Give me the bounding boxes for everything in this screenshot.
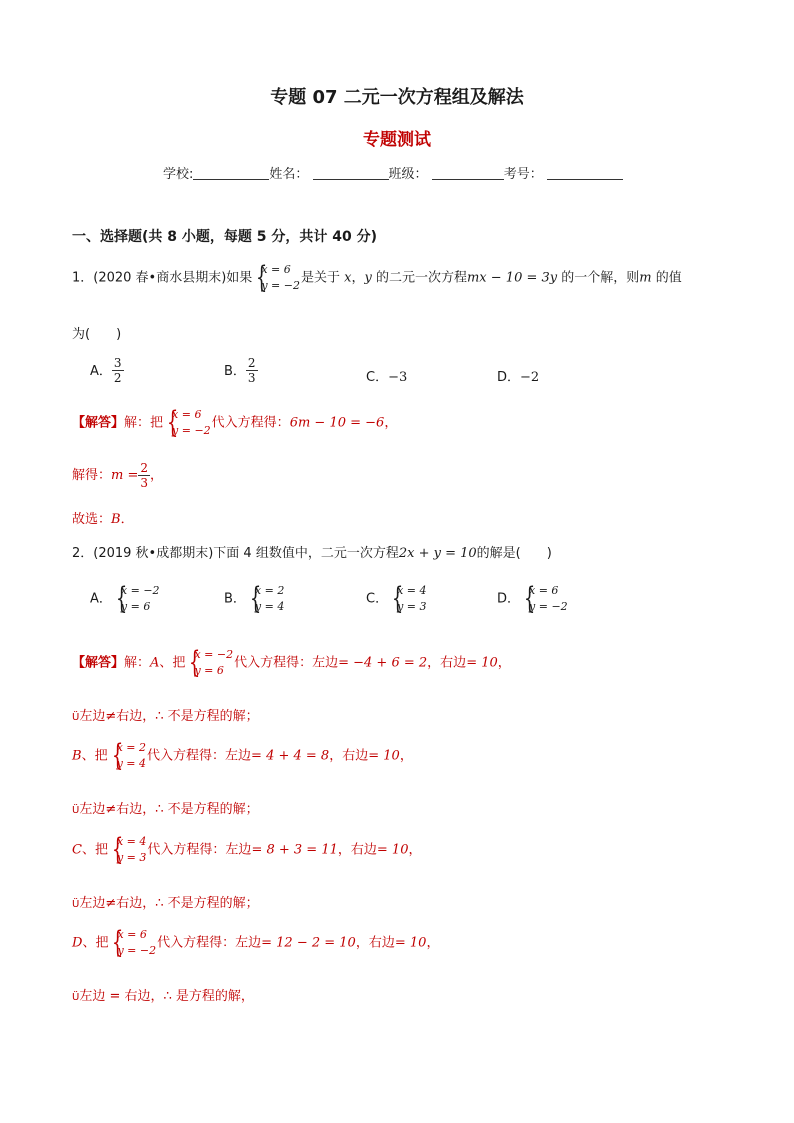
q2-answer-d	[72, 927, 439, 959]
q1-answer-sys-y: y = −2	[172, 424, 211, 437]
q1-stem	[72, 262, 682, 294]
q1-answer-tag: 【解答】	[72, 415, 125, 431]
q2-answer-b-sub: 代入方程得：	[147, 748, 226, 764]
q1-stem-prefix: 1．(2020 春•商水县期末)如果	[72, 270, 253, 286]
q2-answer-b-conclusion-text: 左边≠右边，∴ 不是方程的解；	[79, 802, 259, 817]
q2-answer-c-right: = 10	[376, 842, 409, 858]
q2-answer-c-letter: C	[72, 842, 82, 858]
q1-option-c-value: −3	[388, 370, 408, 385]
q2-answer-b-sep: ，	[329, 748, 343, 764]
q2-option-a-x: { x = −2	[120, 584, 160, 597]
q2-answer-d-system	[109, 927, 156, 959]
q2-equation: 2x + y = 10	[398, 546, 477, 561]
q2-option-d-x: { x = 6	[529, 584, 559, 597]
q1-stem-end: 的值	[655, 270, 682, 286]
q2-answer-a-left: = −4 + 6 = 2	[338, 655, 428, 671]
q2-option-d-system	[521, 583, 568, 615]
q2-option-a-system	[113, 583, 160, 615]
q1-answer-line3-tail: ．	[120, 512, 134, 527]
q2-answer-b-end: ，	[399, 748, 413, 764]
q1-answer-sys-x: { x = 6	[172, 408, 202, 421]
q2-answer-a-letter: A	[150, 655, 160, 671]
q1-option-a-label: A．	[90, 364, 112, 379]
q1-answer-m-equals: m =	[111, 468, 139, 483]
q2-answer-b-letter: B	[72, 748, 82, 764]
q1-answer-line2	[72, 461, 163, 490]
q1-stem-mid: 是关于	[300, 270, 340, 286]
q2-answer-d-right-label: 右边	[368, 935, 395, 951]
name-label: 姓名：	[269, 167, 309, 182]
q2-answer-c-system	[109, 834, 146, 866]
q2-option-a-label: A．	[90, 591, 112, 607]
q1-option-c-label: C．	[366, 370, 389, 385]
q1-answer-solve-label: 解得：	[72, 468, 112, 483]
q2-answer-d-conclusion	[72, 985, 254, 1004]
q1-option-a-den: 2	[113, 371, 122, 385]
q2-answer-lead: 解：	[124, 655, 151, 671]
q1-answer-choice: B	[111, 512, 121, 527]
q2-option-d[interactable]	[497, 583, 569, 615]
q2-answer-b-right-label: 右边	[342, 748, 369, 764]
q1-option-a[interactable]	[90, 356, 124, 385]
q1-equation: mx − 10 = 3y	[466, 270, 558, 286]
q2-answer-tag: 【解答】	[72, 655, 125, 671]
page-subtitle: 专题测试	[363, 130, 431, 150]
section-heading: 一、选择题(共 8 小题，每题 5 分，共计 40 分)	[72, 229, 378, 245]
q2-answer-a-connector: 、把	[159, 655, 186, 671]
q1-answer-mid: 代入方程得：	[211, 415, 290, 431]
q1-answer-choose-label: 故选：	[72, 512, 112, 527]
q2-answer-a-conclusion	[72, 705, 259, 724]
q2-answer-a-left-label: 左边	[312, 655, 339, 671]
q1-option-b[interactable]	[224, 356, 258, 385]
q1-stem-mid3: 的一个解，则	[561, 270, 640, 286]
q2-answer-d-right: = 10	[394, 935, 427, 951]
q1-answer-lead: 解：把	[124, 415, 164, 431]
q1-answer-line1	[72, 407, 397, 439]
q1-option-b-den: 3	[247, 371, 256, 385]
q2-answer-a-conclusion-text: 左边≠右边，∴ 不是方程的解；	[79, 709, 259, 724]
q2-answer-a-right-label: 右边	[440, 655, 467, 671]
q2-answer-b-right: = 10	[368, 748, 400, 764]
q2-answer-b-x: { x = 2	[116, 741, 146, 754]
q2-option-d-label: D．	[497, 591, 521, 607]
q2-answer-b-left-label: 左边	[225, 748, 252, 764]
q2-answer-a-right: = 10	[466, 655, 498, 671]
q1-var-m: m	[639, 270, 652, 286]
name-blank[interactable]	[313, 167, 389, 180]
q1-answer-num: 2	[140, 461, 149, 475]
q2-answer-a-x: { x = −2	[194, 648, 234, 661]
school-blank[interactable]	[193, 167, 269, 180]
q2-answer-b-connector: 、把	[81, 748, 108, 764]
q2-answer-a-y: y = 6	[194, 664, 224, 677]
q2-answer-c-sub: 代入方程得：	[147, 842, 226, 858]
q2-answer-d-left-label: 左边	[235, 935, 262, 951]
q1-option-b-label: B．	[224, 364, 246, 379]
q2-option-c-label: C．	[366, 591, 389, 607]
q2-answer-c-conclusion-text: 左边≠右边，∴ 不是方程的解；	[79, 896, 259, 911]
q2-answer-a-end: ，	[497, 655, 511, 671]
q2-answer-d-x: { x = 6	[117, 928, 147, 941]
q2-answer-b-y: y = 4	[116, 757, 147, 770]
q2-answer-c-y: y = 3	[116, 851, 147, 864]
number-label: 考号：	[503, 167, 543, 182]
school-label: 学校:	[163, 167, 194, 182]
q2-answer-d-letter: D	[72, 935, 83, 951]
q1-answer-tail: ，	[384, 415, 398, 431]
q2-answer-d-sep: ，	[355, 935, 369, 951]
student-info-row	[163, 163, 623, 182]
q1-option-b-fraction	[246, 356, 258, 385]
q2-option-c-system	[389, 583, 426, 615]
q1-stem-mid2: 的二元一次方程	[375, 270, 467, 286]
q1-comma: ，	[351, 270, 365, 286]
q1-option-a-fraction	[112, 356, 124, 385]
q1-answer-line2-tail: ，	[150, 468, 164, 483]
q2-answer-c-left: = 8 + 3 = 11	[251, 842, 338, 858]
q2-answer-c-x: { x = 4	[116, 835, 147, 848]
q2-answer-c-connector: 、把	[81, 842, 108, 858]
q1-system	[253, 262, 300, 294]
q1-answer-fraction	[138, 461, 150, 490]
q2-option-b-y: y = 4	[254, 600, 285, 613]
q2-answer-a	[72, 647, 511, 679]
q2-answer-d-y: y = −2	[117, 944, 157, 957]
q1-answer-system	[164, 407, 211, 439]
q2-answer-d-left: = 12 − 2 = 10	[261, 935, 356, 951]
q1-option-d[interactable]	[497, 366, 539, 385]
q2-stem-prefix: 2．(2019 秋•成都期末)下面 4 组数值中，二元一次方程	[72, 546, 399, 561]
q2-answer-d-conclusion-text: 左边 = 右边，∴ 是方程的解，	[79, 989, 254, 1004]
q2-answer-b-conclusion	[72, 798, 259, 817]
q2-answer-d-connector: 、把	[82, 935, 109, 951]
q1-option-d-value: −2	[520, 370, 540, 385]
q2-answer-c-left-label: 左边	[225, 842, 252, 858]
q2-answer-d-sub: 代入方程得：	[157, 935, 236, 951]
q2-answer-c-right-label: 右边	[350, 842, 377, 858]
q1-option-c[interactable]	[366, 366, 407, 385]
q2-option-b-x: { x = 2	[254, 584, 285, 597]
q2-option-b-system	[247, 583, 284, 615]
q2-answer-b	[72, 740, 413, 772]
q1-answer-equation: 6m − 10 = −6	[289, 415, 385, 431]
q2-answer-d-end: ，	[426, 935, 440, 951]
q2-answer-b-left: = 4 + 4 = 8	[251, 748, 330, 764]
q2-stem	[72, 542, 552, 561]
q2-option-b-label: B．	[224, 591, 246, 607]
q2-option-d-y: y = −2	[529, 600, 568, 613]
q2-answer-c-conclusion	[72, 892, 259, 911]
q2-answer-a-sep: ，	[427, 655, 441, 671]
q1-option-a-num: 3	[113, 356, 122, 370]
since-icon: Ü	[72, 899, 80, 910]
q1-stem-line2: 为( )	[72, 327, 122, 342]
q2-option-a[interactable]	[90, 583, 161, 615]
q2-option-c[interactable]	[366, 583, 428, 615]
class-blank[interactable]	[432, 167, 504, 180]
q2-stem-end: 的解是( )	[476, 546, 552, 561]
q1-sys-x: { x = 6	[261, 263, 291, 276]
page-title: 专题 07 二元一次方程组及解法	[270, 87, 524, 108]
q1-option-d-label: D．	[497, 370, 521, 385]
class-label: 班级：	[388, 167, 428, 182]
number-blank[interactable]	[547, 167, 623, 180]
q1-var-x: x	[344, 270, 352, 286]
since-icon: Ü	[72, 992, 80, 1003]
q1-option-b-num: 2	[247, 356, 256, 370]
since-icon: Ü	[72, 805, 80, 816]
q2-option-a-y: y = 6	[120, 600, 151, 613]
q2-answer-b-system	[109, 740, 146, 772]
q2-answer-c-sep: ，	[337, 842, 351, 858]
q2-option-c-y: y = 3	[397, 600, 427, 613]
q1-var-y: y	[364, 270, 372, 286]
q2-answer-a-system	[186, 647, 233, 679]
q1-answer-line3	[72, 508, 134, 527]
q2-answer-c-end: ，	[408, 842, 422, 858]
q1-sys-y: y = −2	[261, 279, 300, 292]
q1-answer-den: 3	[140, 476, 149, 490]
q2-option-c-x: { x = 4	[397, 584, 427, 597]
q2-answer-c	[72, 834, 422, 866]
q2-option-b[interactable]	[224, 583, 285, 615]
since-icon: Ü	[72, 712, 80, 723]
q2-answer-a-sub: 代入方程得：	[234, 655, 313, 671]
